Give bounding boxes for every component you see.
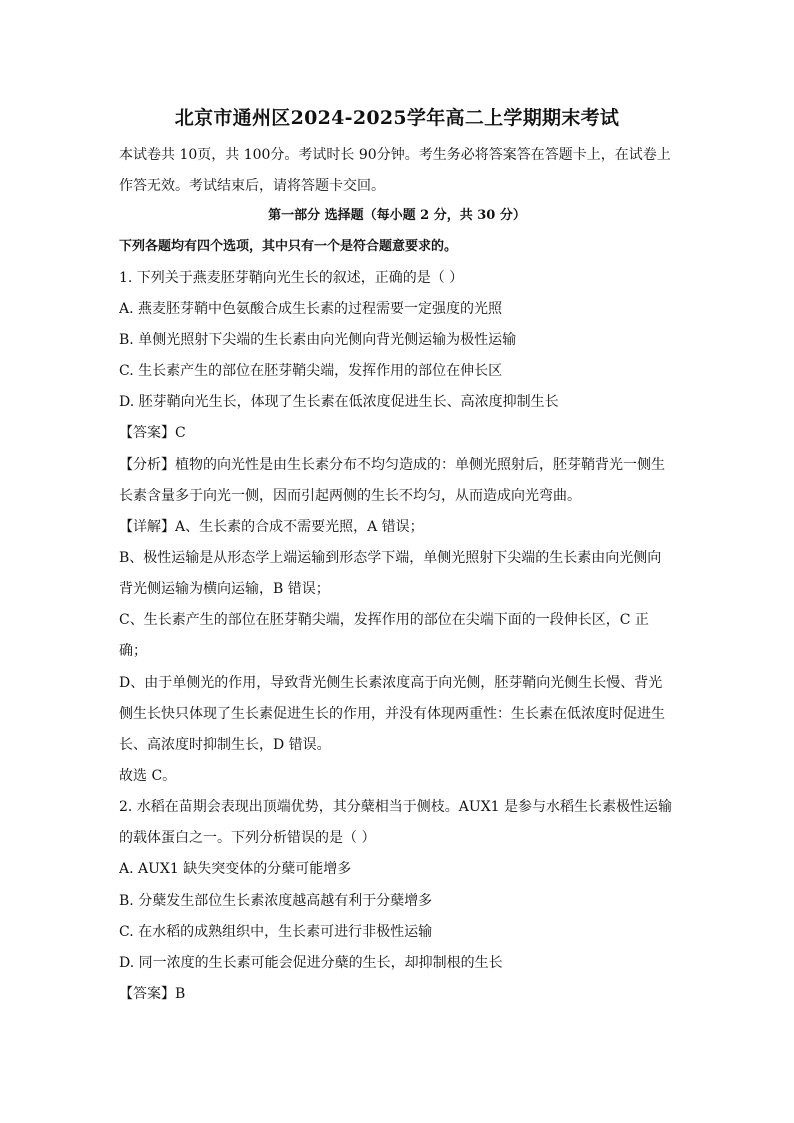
section-heading: 第一部分 选择题（每小题 2 分，共 30 分） — [268, 208, 526, 223]
question-1-analysis-line: 长素含量多于向光一侧，因而引起两侧的生长不均匀，从而造成向光弯曲。 — [119, 488, 581, 504]
intro-line-1: 本试卷共 10页，共 100分。考试时长 90分钟。考生务必将答案答在答题卡上，在试卷上 — [119, 147, 671, 163]
question-1-detail-line: 【详解】A、生长素的合成不需要光照，A 错误； — [119, 519, 424, 535]
question-1-conclusion: 故选 C。 — [119, 768, 177, 784]
question-2-stem: 的载体蛋白之一。下列分析错误的是（ ） — [119, 830, 376, 846]
question-2-option-a: A. AUX1 缺失突变体的分蘖可能增多 — [119, 861, 352, 877]
question-1-detail-line: 背光侧运输为横向运输，B 错误； — [119, 581, 330, 597]
question-1-detail-line: 侧生长快只体现了生长素促进生长的作用，并没有体现两重性：生长素在低浓度时促进生 — [119, 706, 665, 722]
question-1-stem: 1. 下列关于燕麦胚芽鞘向光生长的叙述，正确的是（ ） — [119, 270, 464, 286]
question-1-option-c: C. 生长素产生的部位在胚芽鞘尖端，发挥作用的部位在伸长区 — [119, 363, 503, 379]
question-1-option-a: A. 燕麦胚芽鞘中色氨酸合成生长素的过程需要一定强度的光照 — [119, 301, 503, 317]
section-instruction: 下列各题均有四个选项，其中只有一个是符合题意要求的。 — [119, 239, 458, 254]
question-1-analysis-line: 【分析】植物的向光性是由生长素分布不均匀造成的：单侧光照射后，胚芽鞘背光一侧生 — [119, 457, 665, 473]
intro-line-2: 作答无效。考试结束后，请将答题卡交回。 — [119, 178, 385, 194]
question-1-option-d: D. 胚芽鞘向光生长，体现了生长素在低浓度促进生长、高浓度抑制生长 — [119, 394, 559, 410]
question-1-detail-line: 长、高浓度时抑制生长，D 错误。 — [119, 737, 331, 753]
question-1-detail-line: 确； — [119, 643, 147, 659]
question-2-option-c: C. 在水稻的成熟组织中，生长素可进行非极性运输 — [119, 924, 433, 940]
question-1-detail-line: C、生长素产生的部位在胚芽鞘尖端，发挥作用的部位在尖端下面的一段伸长区，C 正 — [119, 612, 649, 628]
question-2-option-d: D. 同一浓度的生长素可能会促进分蘖的生长，却抑制根的生长 — [119, 955, 503, 971]
question-1-detail-line: B、极性运输是从形态学上端运输到形态学下端，单侧光照射下尖端的生长素由向光侧向 — [119, 550, 662, 566]
question-2-answer: 【答案】B — [119, 986, 186, 1002]
question-1-detail-line: D、由于单侧光的作用，导致背光侧生长素浓度高于向光侧，胚芽鞘向光侧生长慢、背光 — [119, 675, 663, 691]
question-1-option-b: B. 单侧光照射下尖端的生长素由向光侧向背光侧运输为极性运输 — [119, 332, 517, 348]
question-1-answer: 【答案】C — [119, 425, 186, 441]
question-2-stem: 2. 水稻在苗期会表现出顶端优势，其分蘖相当于侧枝。AUX1 是参与水稻生长素极性运输 — [119, 799, 673, 815]
question-2-option-b: B. 分蘖发生部位生长素浓度越高越有利于分蘖增多 — [119, 893, 433, 909]
page-title: 北京市通州区2024-2025学年高二上学期期末考试 — [174, 107, 620, 129]
